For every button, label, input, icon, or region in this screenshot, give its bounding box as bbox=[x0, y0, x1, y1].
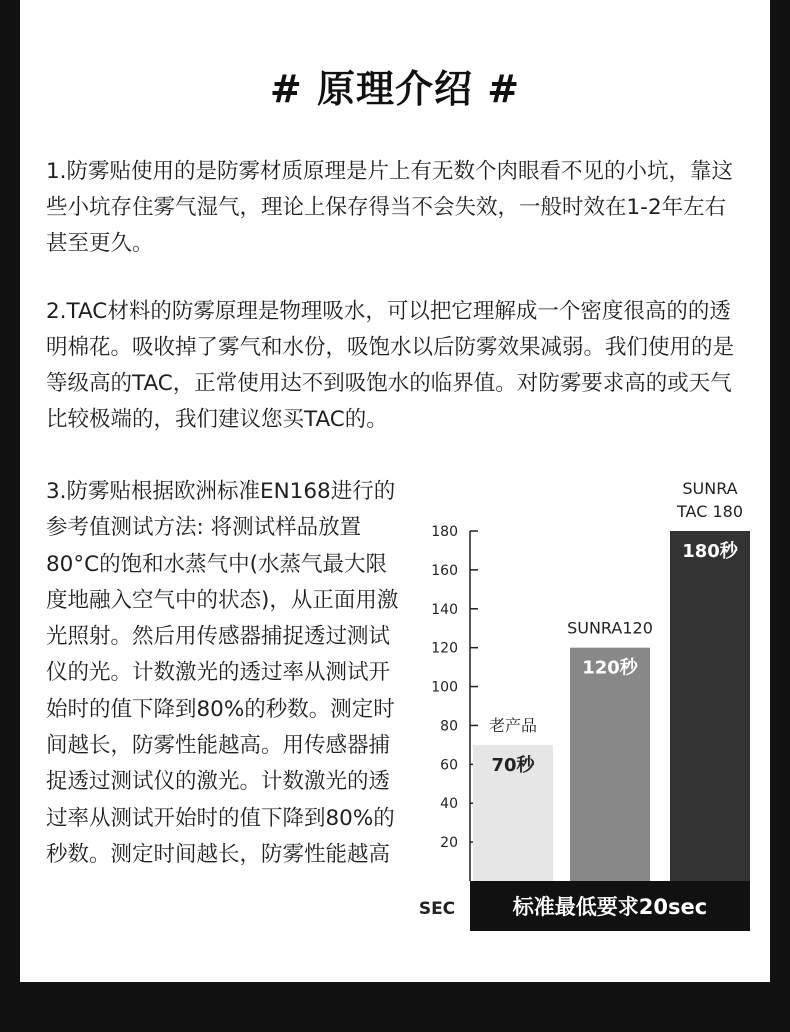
y-tick-label: 40 bbox=[440, 796, 458, 813]
y-tick-label: 180 bbox=[431, 524, 458, 540]
y-tick-label: 120 bbox=[431, 640, 458, 657]
paragraph-1: 1.防雾贴使用的是防雾材质原理是片上有无数个肉眼看不见的小坑，靠这些小坑存住雾气湿气，理论上保存得当不会失效，一般时效在1-2年左右甚至更久。 bbox=[46, 159, 734, 256]
bar bbox=[570, 648, 650, 881]
bar-category-label: TAC 180 bbox=[677, 502, 743, 521]
paragraph-3: 3.防雾贴根据欧洲标准EN168进行的参考值测试方法: 将测试样品放置80°C的饱和水蒸气中(水蒸气最大限度地融入空气中的状态)，从正面用激光照射。然后用传感器捕捉透过测试仪的光。计数激光的透过率从测试开始时的值下降到80%的秒数。测定时间越长，防雾性能越高。用传感器捕捉透过测试仪的激光。计数激光的透过率从测试开始时的值下降到80%的秒数。测定时间越长，防雾性能越高 bbox=[46, 479, 399, 867]
y-tick-label: 20 bbox=[440, 835, 458, 852]
bar-value-label: 70秒 bbox=[491, 754, 535, 776]
paragraph-2: 2.TAC材料的防雾原理是物理吸水，可以把它理解成一个密度很高的的透明棉花。吸收掉了雾气和水份，吸饱水以后防雾效果减弱。我们使用的是等级高的TAC，正常使用达不到吸饱水的临界值。对防雾要求高的或天气比较极端的，我们建议您买TAC的。 bbox=[46, 299, 735, 432]
y-tick-label: 80 bbox=[440, 718, 458, 735]
anti-fog-test-chart bbox=[20, 0, 770, 982]
bar-value-label: 180秒 bbox=[682, 541, 738, 562]
unit-label: SEC bbox=[418, 899, 456, 919]
bar-category-label: SUNRA bbox=[682, 479, 738, 498]
bar-category-label: SUNRA120 bbox=[567, 618, 653, 638]
footer-label: 标准最低要求20sec bbox=[512, 895, 708, 919]
bar bbox=[670, 531, 750, 881]
y-tick-label: 100 bbox=[431, 679, 458, 696]
y-tick-label: 60 bbox=[440, 757, 458, 774]
y-tick-label: 160 bbox=[431, 562, 458, 579]
bar-value-label: 120秒 bbox=[582, 657, 638, 679]
bar-category-label: 老产品 bbox=[488, 715, 538, 735]
page-title: # 原理介绍 # bbox=[269, 67, 521, 111]
y-tick-label: 140 bbox=[431, 601, 458, 618]
content-card bbox=[20, 0, 770, 982]
